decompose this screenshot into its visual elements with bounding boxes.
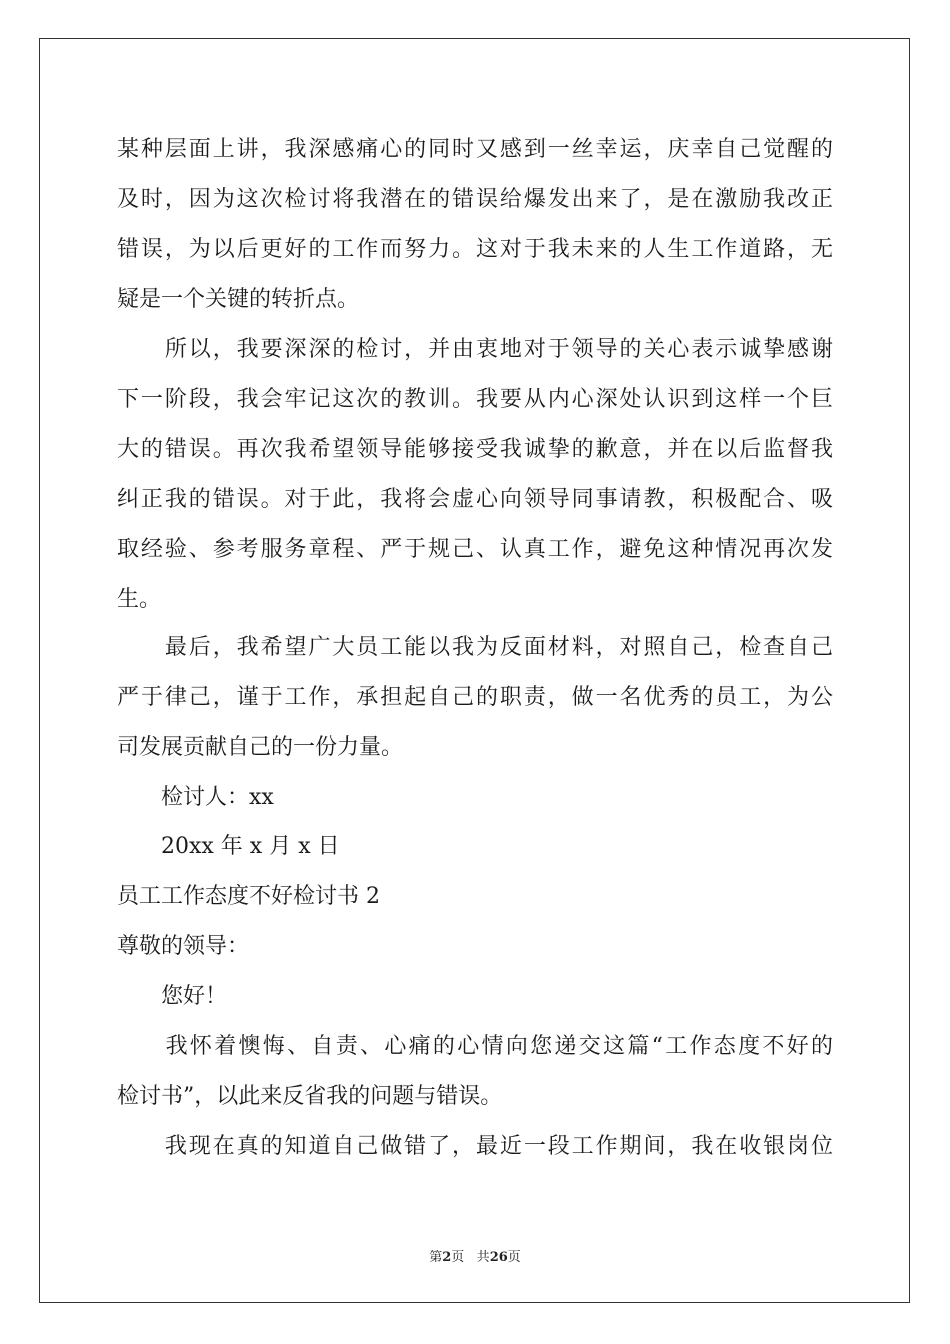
- page-current: 2: [442, 1250, 452, 1265]
- greeting: 您好！: [117, 984, 228, 1009]
- text-line: 司发展贡献自己的一份力量。: [117, 735, 404, 760]
- text-line: 生。: [117, 587, 162, 612]
- text-line: 及时，因为这次检讨将我潜在的错误给爆发出来了，是在激励我改正: [117, 187, 833, 212]
- text-line: 最后，我希望广大员工能以我为反面材料，对照自己，检查自己: [117, 635, 833, 660]
- salutation: 尊敬的领导：: [117, 934, 250, 959]
- total-prefix: 共: [476, 1250, 490, 1265]
- text-line: 所以，我要深深的检讨，并由衷地对于领导的关心表示诚挚感谢: [117, 337, 833, 362]
- text-line: 大的错误。再次我希望领导能够接受我诚挚的歉意，并在以后监督我: [117, 437, 833, 462]
- text-line: 我怀着懊悔、自责、心痛的心情向您递交这篇“工作态度不好的: [117, 1034, 833, 1059]
- page-total: 26: [489, 1250, 508, 1265]
- text-line: 取经验、参考服务章程、严于规己、认真工作，避免这种情况再次发: [117, 537, 833, 562]
- section-title: 员工工作态度不好检讨书 2: [117, 884, 380, 909]
- text-line: 某种层面上讲，我深感痛心的同时又感到一丝幸运，庆幸自己觉醒的: [117, 137, 833, 162]
- text-line: 疑是一个关键的转折点。: [117, 287, 360, 312]
- page-border: [39, 38, 910, 1303]
- page-footer: [0, 1246, 950, 1265]
- page-unit: 页: [451, 1250, 465, 1265]
- text-line: 纠正我的错误。对于此，我将会虚心向领导同事请教，积极配合、吸: [117, 487, 833, 512]
- date-line: 20xx 年 x 月 x 日: [117, 834, 340, 859]
- text-line: 严于律己，谨于工作，承担起自己的职责，做一名优秀的员工，为公: [117, 685, 833, 710]
- total-unit: 页: [507, 1250, 521, 1265]
- text-line: 错误，为以后更好的工作而努力。这对于我未来的人生工作道路，无: [117, 237, 833, 262]
- page-prefix: 第: [429, 1250, 443, 1265]
- text-line: 我现在真的知道自己做错了，最近一段工作期间，我在收银岗位: [117, 1134, 833, 1159]
- text-line: 下一阶段，我会牢记这次的教训。我要从内心深处认识到这样一个巨: [117, 387, 833, 412]
- signature-line: 检讨人：xx: [117, 785, 274, 810]
- text-line: 检讨书”，以此来反省我的问题与错误。: [117, 1084, 503, 1109]
